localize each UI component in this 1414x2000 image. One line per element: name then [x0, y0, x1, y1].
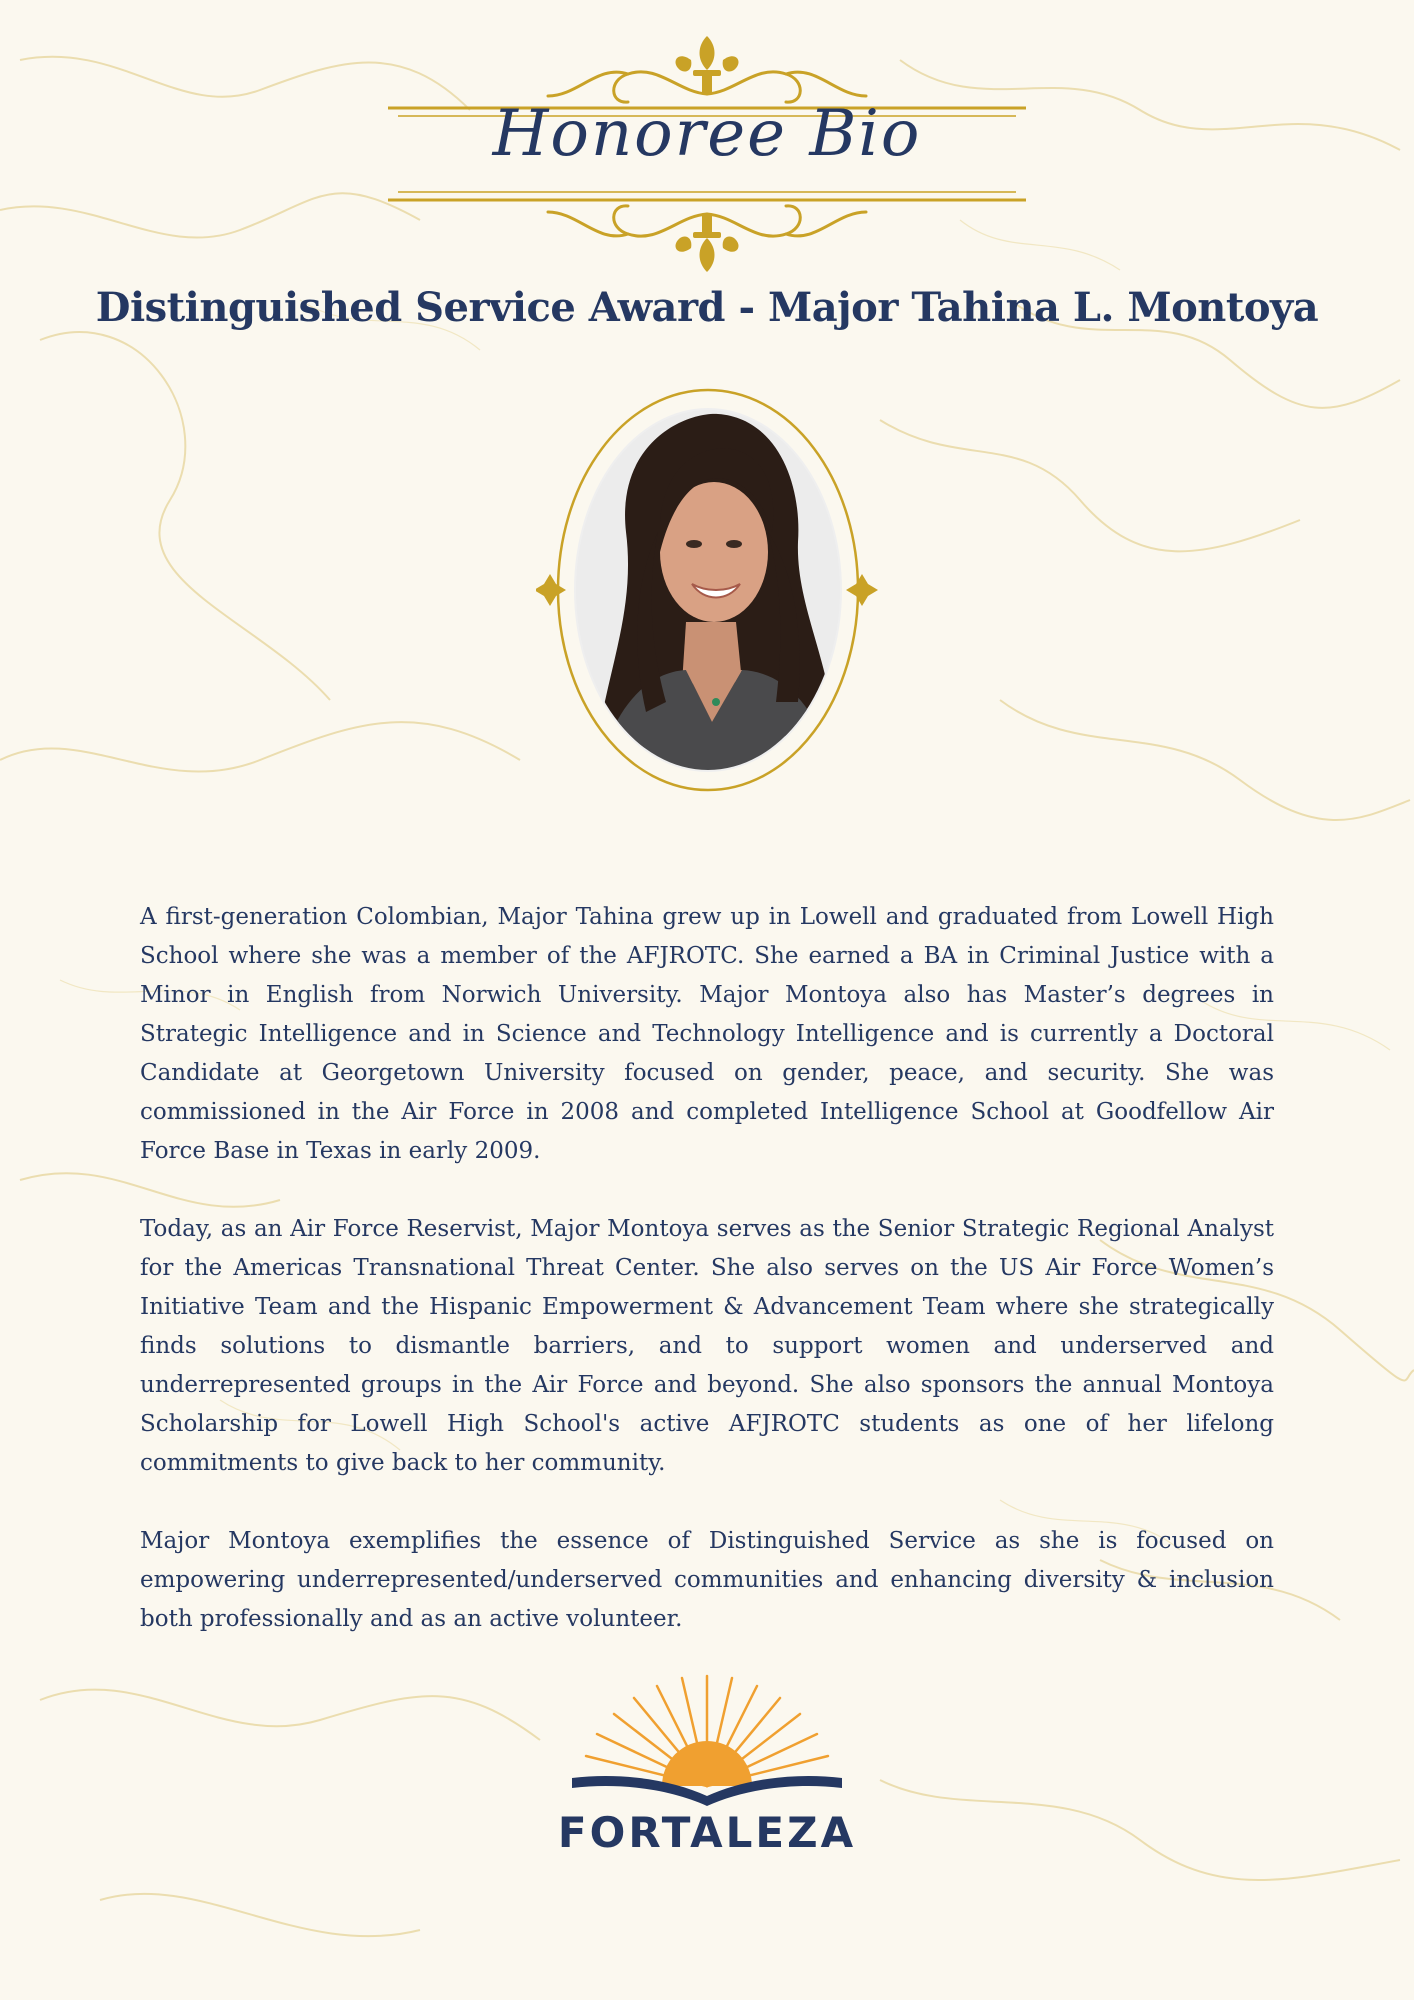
bio-paragraph-2: Today, as an Air Force Reservist, Major Montoya serves as the Senior Strategic Regional Analyst for the Americas Transnational Threat Center. She also serves on the US Air Force Women’s Initiative Team and the Hispanic Empowerment & Advancement Team where she strategically finds solutions to dismantle barriers, and to support women and underserved and underrepresented groups in the Air Force and beyond. She also sponsors the annual Montoya Scholarship for Lowell High School's active AFJROTC students as one of her lifelong commitments to give back to her community.	[140, 1216, 1274, 1476]
honoree-portrait	[536, 372, 880, 820]
bio-paragraph-1: A first-generation Colombian, Major Tahina grew up in Lowell and graduated from Lowell High School where she was a member of the AFJROTC. She earned a BA in Criminal Justice with a Minor in English from Norwich University. Major Montoya also has Master’s degrees in Strategic Intelligence and in Science and Technology Intelligence and is currently a Doctoral Candidate at Georgetown University focused on gender, peace, and security. She was commissioned in the Air Force in 2008 and completed Intelligence School at Goodfellow Air Force Base in Texas in early 2009.	[140, 904, 1274, 1164]
page-title: Honoree Bio	[492, 97, 922, 171]
bio-text	[140, 898, 1274, 1678]
bio-paragraph-3: Major Montoya exemplifies the essence of Distinguished Service as she is focused on empowering underrepresented/underserved communities and enhancing diversity & inclusion both professionally and as an active volunteer.	[140, 1528, 1274, 1632]
award-subtitle: Distinguished Service Award - Major Tahina L. Montoya	[95, 284, 1319, 331]
fortaleza-logo-text: FORTALEZA	[557, 1808, 857, 1857]
